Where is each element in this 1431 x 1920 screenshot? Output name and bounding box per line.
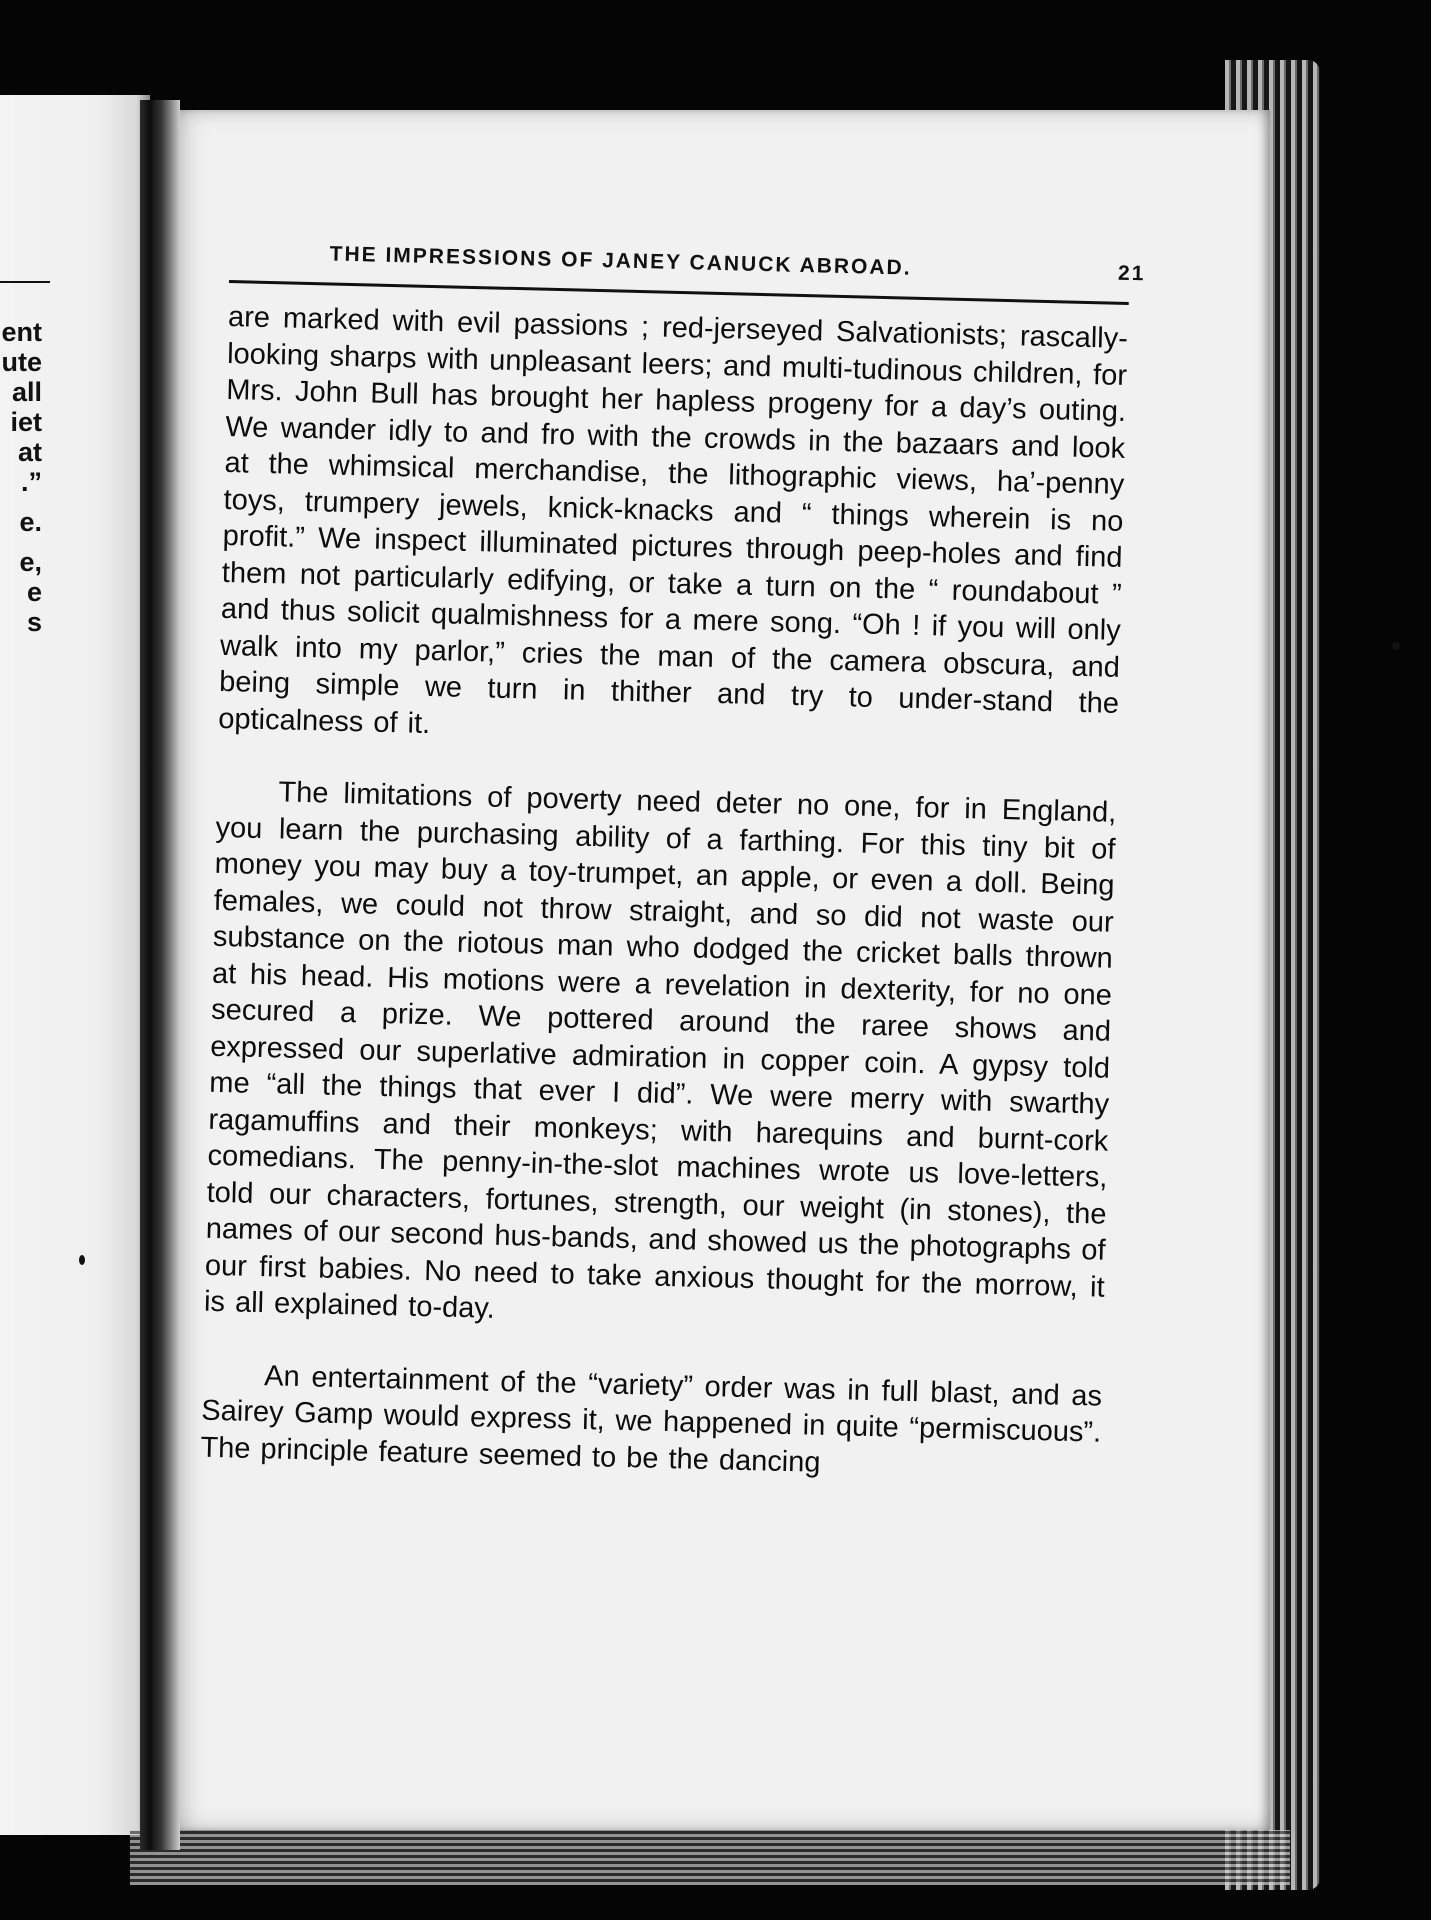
page-number: 21: [1117, 261, 1146, 286]
previous-page-fragment: [0, 95, 150, 1835]
paragraph-continued: are marked with evil passions ; red-jerseyed Salvationists; rascally-looking sharps with unpleasant leers; and multi-tudinous children, for Mrs. John Bull has brought her hapless progeny for a day’s outing. We wander idly to and fro with the crowds in the bazaars and look at the whimsical merchandise, the lithographic views, ha’-penny toys, trumpery jewels, knick-knacks and “ things wherein is no profit.” We inspect illuminated pictures through peep-holes and find them not particularly edifying, or take a turn on the “ roundabout ” and thus solicit qualmishness for a mere song. “Oh ! if you will only walk into my parlor,” cries the man of the camera obscura, and being simple we turn in thither and try to under-stand the opticalness of it.: [217, 300, 1129, 740]
previous-page-text: .”: [20, 467, 42, 497]
previous-page-text: e: [26, 577, 42, 607]
paragraph: An entertainment of the “variety” order was in full blast, and as Sairey Gamp would express it, we happened in quite “permiscuous”. The principle feature seemed to be the dancing: [200, 1359, 1103, 1479]
book-page: [160, 110, 1270, 1830]
dust-speck: [147, 760, 151, 764]
page-bottom-edges: [130, 1830, 1290, 1885]
page-content: [200, 240, 1146, 1488]
previous-page-text: all: [11, 377, 42, 407]
previous-page-text: e,: [19, 547, 42, 577]
running-title: THE IMPRESSIONS OF JANEY CANUCK ABROAD.: [329, 242, 912, 280]
dust-speck: [79, 1255, 85, 1265]
book-gutter: [140, 100, 180, 1850]
previous-page-text: s: [26, 607, 42, 637]
previous-page-text: e.: [19, 507, 42, 537]
previous-page-text: ent: [1, 317, 42, 347]
previous-page-rule: [0, 281, 50, 283]
paragraph: The limitations of poverty need deter no one, for in England, you learn the purchasing ability of a farthing. For this tiny bit of money you may buy a toy-trumpet, an apple, or even a doll. Being females, we could not throw straight, and so did not waste our substance on the riotous man who dodged the cricket balls thrown at his head. His motions were a revelation in dexterity, for no one secured a prize. We pottered around the raree shows and expressed our superlative admiration in copper coin. A gypsy told me “all the things that ever I did”. We were merry with swarthy ragamuffins and their monkeys; with harequins and burnt-cork comedians. The penny-in-the-slot machines wrote us love-letters, told our characters, fortunes, strength, our weight (in stones), the names of our second hus-bands, and showed us the photographs of our first babies. No need to take anxious thought for the morrow, it is all explained to-day.: [203, 776, 1117, 1325]
dust-speck: [1392, 642, 1400, 650]
previous-page-text: at: [17, 437, 42, 467]
previous-page-text: iet: [10, 407, 42, 437]
previous-page-text: ute: [1, 347, 42, 377]
